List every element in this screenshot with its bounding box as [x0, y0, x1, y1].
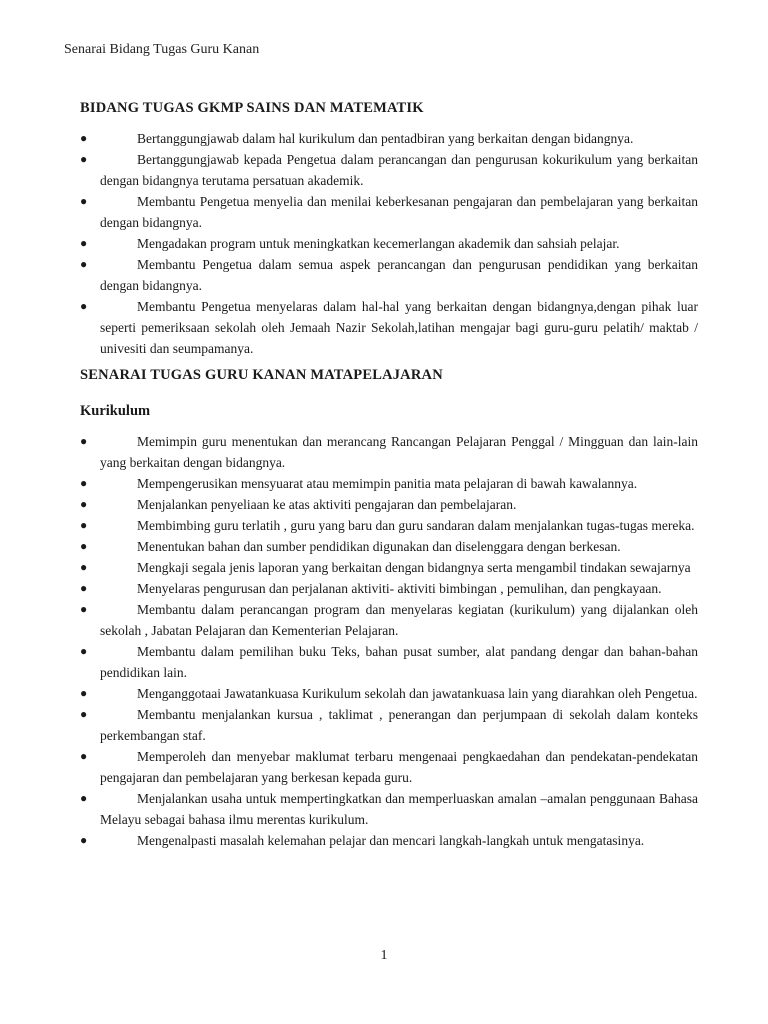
section-heading-gkmp: BIDANG TUGAS GKMP SAINS DAN MATEMATIK	[80, 100, 424, 116]
list-item: ● Memimpin guru menentukan dan merancang Rancangan Pelajaran Penggal / Mingguan dan lain-lain yang berkaitan dengan bidangnya.	[100, 431, 698, 473]
running-header: Senarai Bidang Tugas Guru Kanan	[64, 42, 260, 57]
bullet-icon: ●	[80, 131, 88, 145]
list-item: ● Menentukan bahan dan sumber pendidikan digunakan dan diselenggara dengan berkesan.	[100, 536, 698, 557]
page-number: 1	[380, 948, 388, 963]
list-item: ● Bertanggungjawab dalam hal kurikulum dan pentadbiran yang berkaitan dengan bidangnya.	[100, 128, 698, 149]
list-item: ● Mengadakan program untuk meningkatkan kecemerlangan akademik dan sahsiah pelajar.	[100, 233, 698, 254]
subheading-kurikulum: Kurikulum	[80, 403, 151, 419]
bullet-icon: ●	[80, 560, 88, 574]
bullet-icon: ●	[80, 686, 88, 700]
list-item: ● Membantu Pengetua menyelaras dalam hal-hal yang berkaitan dengan bidangnya,dengan pihak luar seperti pemeriksaan sekolah oleh Jemaah Nazir Sekolah,latihan mengajar bagi guru-guru pelatih/ maktab / univesiti dan seumpamanya.	[100, 296, 698, 359]
bullet-icon: ●	[80, 602, 88, 616]
bullet-icon: ●	[80, 257, 88, 271]
bullet-icon: ●	[80, 476, 88, 490]
list-item: ● Menjalankan usaha untuk mempertingkatkan dan memperluaskan amalan –amalan penggunaan Bahasa Melayu sebagai bahasa ilmu merentas kurikulum.	[100, 788, 698, 830]
bullet-icon: ●	[80, 299, 88, 313]
section-guru-kanan	[80, 365, 698, 851]
kurikulum-duty-list	[80, 431, 698, 851]
list-item: ● Membantu menjalankan kursua , taklimat , penerangan dan perjumpaan di sekolah dalam konteks perkembangan staf.	[100, 704, 698, 746]
bullet-icon: ●	[80, 707, 88, 721]
list-item: ● Membantu dalam perancangan program dan menyelaras kegiatan (kurikulum) yang dijalankan oleh sekolah , Jabatan Pelajaran dan Kementerian Pelajaran.	[100, 599, 698, 641]
bullet-icon: ●	[80, 833, 88, 847]
bullet-icon: ●	[80, 236, 88, 250]
bullet-icon: ●	[80, 581, 88, 595]
bullet-icon: ●	[80, 518, 88, 532]
list-item: ● Membantu Pengetua dalam semua aspek perancangan dan pengurusan pendidikan yang berkaitan dengan bidangnya.	[100, 254, 698, 296]
list-item: ● Menjalankan penyeliaan ke atas aktiviti pengajaran dan pembelajaran.	[100, 494, 698, 515]
bullet-icon: ●	[80, 539, 88, 553]
list-item: ● Menyelaras pengurusan dan perjalanan aktiviti- aktiviti bimbingan , pemulihan, dan pengkayaan.	[100, 578, 698, 599]
bullet-icon: ●	[80, 749, 88, 763]
section-heading-guru-kanan: SENARAI TUGAS GURU KANAN MATAPELAJARAN	[80, 367, 443, 383]
list-item: ● Membimbing guru terlatih , guru yang baru dan guru sandaran dalam menjalankan tugas-tugas mereka.	[100, 515, 698, 536]
bullet-icon: ●	[80, 644, 88, 658]
list-item: ● Menganggotaai Jawatankuasa Kurikulum sekolah dan jawatankuasa lain yang diarahkan oleh Pengetua.	[100, 683, 698, 704]
list-item: ● Mempengerusikan mensyuarat atau memimpin panitia mata pelajaran di bawah kawalannya.	[100, 473, 698, 494]
list-item: ● Bertanggungjawab kepada Pengetua dalam perancangan dan pengurusan kokurikulum yang berkaitan dengan bidangnya terutama persatuan akademik.	[100, 149, 698, 191]
list-item: ● Memperoleh dan menyebar maklumat terbaru mengenaai pengkaedahan dan pendekatan-pendekatan pengajaran dan pembelajaran yang berkesan kepada guru.	[100, 746, 698, 788]
bullet-icon: ●	[80, 497, 88, 511]
list-item: ● Mengkaji segala jenis laporan yang berkaitan dengan bidangnya serta mengambil tindakan sewajarnya	[100, 557, 698, 578]
bullet-icon: ●	[80, 152, 88, 166]
bullet-icon: ●	[80, 434, 88, 448]
bullet-icon: ●	[80, 194, 88, 208]
gkmp-duty-list	[80, 128, 698, 359]
list-item: ● Mengenalpasti masalah kelemahan pelajar dan mencari langkah-langkah untuk mengatasinya.	[100, 830, 698, 851]
bullet-icon: ●	[80, 791, 88, 805]
section-gkmp	[80, 98, 698, 359]
list-item: ● Membantu Pengetua menyelia dan menilai keberkesanan pengajaran dan pembelajaran yang berkaitan dengan bidangnya.	[100, 191, 698, 233]
list-item: ● Membantu dalam pemilihan buku Teks, bahan pusat sumber, alat pandang dengar dan bahan-bahan pendidikan lain.	[100, 641, 698, 683]
